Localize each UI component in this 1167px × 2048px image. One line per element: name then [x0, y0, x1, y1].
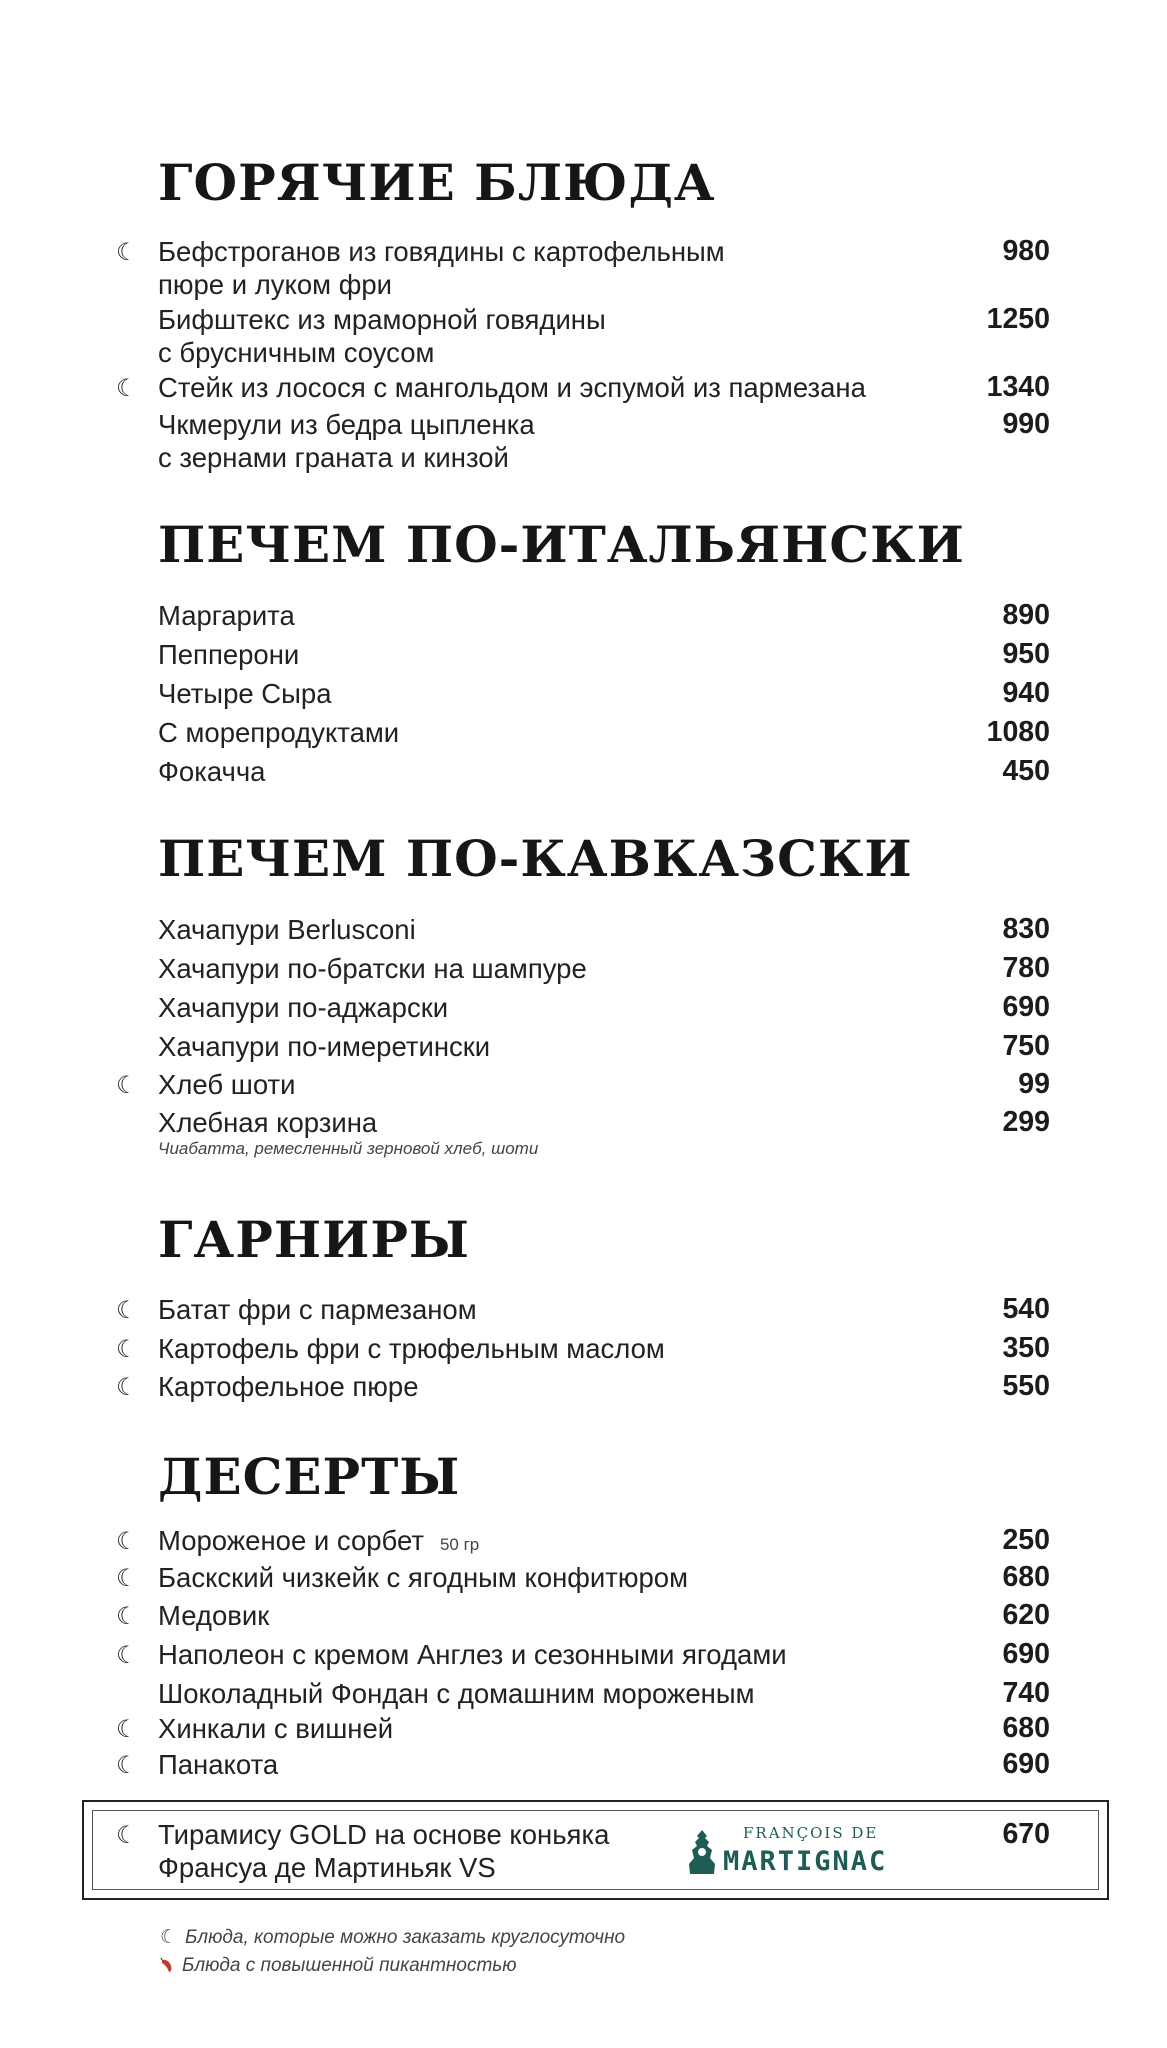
item-name: Хачапури по-братски на шампуре	[158, 953, 587, 984]
moon-icon: ☾	[116, 1374, 138, 1401]
item-name: Бефстроганов из говядины с картофельным пюре и луком фри	[158, 236, 725, 300]
legend-moon-text: Блюда, которые можно заказать круглосуточно	[185, 1927, 626, 1948]
menu-item	[116, 1524, 1050, 1561]
item-price: 940	[1002, 677, 1050, 709]
featured-item	[116, 1818, 1050, 1884]
menu-item	[158, 638, 1050, 671]
moon-icon: ☾	[116, 1642, 138, 1669]
item-price: 1080	[986, 716, 1050, 748]
item-price: 980	[1002, 235, 1050, 267]
item-price: 780	[1002, 952, 1050, 984]
menu-item	[158, 755, 1050, 788]
section-title-sides: ГАРНИРЫ	[158, 1210, 471, 1269]
item-name: Фокачча	[158, 756, 266, 787]
menu-item	[116, 1293, 1050, 1326]
section-title-caucasian: ПЕЧЕМ ПО-КАВКАЗСКИ	[158, 829, 913, 888]
item-name: Хлеб шоти	[158, 1069, 296, 1100]
item-price: 690	[1002, 991, 1050, 1023]
item-name: Мороженое и сорбет 50 гр	[158, 1525, 480, 1556]
menu-item	[158, 913, 1050, 946]
item-name: Баскский чизкейк с ягодным конфитюром	[158, 1562, 689, 1593]
item-price: 1250	[986, 303, 1050, 335]
moon-icon: ☾	[116, 375, 138, 402]
item-price: 740	[1002, 1677, 1050, 1709]
item-name: Стейк из лосося с мангольдом и эспумой из пармезана	[158, 372, 866, 403]
item-price: 950	[1002, 638, 1050, 670]
item-name: Пепперони	[158, 639, 300, 670]
item-price: 750	[1002, 1030, 1050, 1062]
menu-item	[158, 408, 1050, 474]
brand-name-main: MARTIGNAC	[723, 1846, 888, 1877]
chili-pepper-icon	[160, 1957, 174, 1973]
section-title-hot: ГОРЯЧИЕ БЛЮДА	[158, 153, 716, 212]
item-price: 550	[1002, 1370, 1050, 1402]
item-price: 680	[1002, 1712, 1050, 1744]
brand-name-top: FRANÇOIS DE	[743, 1824, 879, 1842]
moon-icon: ☾	[116, 1603, 138, 1630]
menu-item	[116, 1599, 1050, 1632]
legend-spicy-text: Блюда с повышенной пикантностью	[182, 1955, 517, 1976]
menu-item	[116, 1370, 1050, 1403]
moon-icon: ☾	[116, 1716, 138, 1743]
moon-icon: ☾	[116, 1822, 138, 1849]
menu-item	[158, 599, 1050, 632]
item-price: 1340	[986, 371, 1050, 403]
moon-icon: ☾	[160, 1927, 178, 1948]
item-name: Медовик	[158, 1600, 270, 1631]
section-title-desserts: ДЕСЕРТЫ	[158, 1447, 461, 1506]
menu-item	[158, 677, 1050, 710]
item-price: 670	[1002, 1818, 1050, 1850]
menu-item	[116, 1638, 1050, 1671]
item-name: Маргарита	[158, 600, 295, 631]
menu-item	[158, 303, 1050, 369]
item-price: 450	[1002, 755, 1050, 787]
item-price: 620	[1002, 1599, 1050, 1631]
menu-item	[158, 1030, 1050, 1063]
menu-item	[158, 716, 1050, 749]
item-price: 690	[1002, 1638, 1050, 1670]
item-price: 250	[1002, 1524, 1050, 1556]
moon-icon: ☾	[116, 1565, 138, 1592]
item-name: Панакота	[158, 1749, 279, 1780]
menu-item	[116, 1332, 1050, 1365]
item-name: Хинкали с вишней	[158, 1713, 394, 1744]
menu-item	[116, 235, 1050, 301]
brand-logo	[685, 1822, 888, 1882]
item-name: Хлебная корзина	[158, 1107, 378, 1138]
item-weight: 50 гр	[439, 1535, 480, 1554]
item-name: Батат фри с пармезаном	[158, 1294, 477, 1325]
item-name: Картофельное пюре	[158, 1371, 419, 1402]
moon-icon: ☾	[116, 1297, 138, 1324]
item-price: 299	[1002, 1106, 1050, 1138]
item-price: 830	[1002, 913, 1050, 945]
menu-item	[116, 371, 1050, 404]
moon-icon: ☾	[116, 1528, 138, 1555]
moon-icon: ☾	[116, 1336, 138, 1363]
brand-emblem-icon	[685, 1828, 719, 1876]
item-name: Четыре Сыра	[158, 678, 332, 709]
moon-icon: ☾	[116, 239, 138, 266]
item-name: Хачапури по-аджарски	[158, 992, 449, 1023]
menu-item	[158, 1106, 1050, 1160]
moon-icon: ☾	[116, 1072, 138, 1099]
menu-item	[116, 1561, 1050, 1594]
item-price: 890	[1002, 599, 1050, 631]
item-price: 350	[1002, 1332, 1050, 1364]
menu-item	[158, 991, 1050, 1024]
item-price: 99	[1018, 1068, 1050, 1100]
item-price: 540	[1002, 1293, 1050, 1325]
menu-item	[116, 1068, 1050, 1101]
item-name: Чкмерули из бедра цыпленка с зернами граната и кинзой	[158, 409, 535, 473]
item-note: Чиабатта, ремесленный зерновой хлеб, шоти	[158, 1139, 539, 1158]
item-price: 990	[1002, 408, 1050, 440]
menu-item	[116, 1712, 1050, 1745]
item-price: 680	[1002, 1561, 1050, 1593]
item-name: С морепродуктами	[158, 717, 400, 748]
legend-moon	[160, 1926, 625, 1949]
item-price: 690	[1002, 1748, 1050, 1780]
legend-spicy	[160, 1955, 517, 1977]
moon-icon: ☾	[116, 1752, 138, 1779]
item-name: Наполеон с кремом Англез и сезонными ягодами	[158, 1639, 787, 1670]
item-name: Шоколадный Фондан с домашним мороженым	[158, 1678, 755, 1709]
section-title-italian: ПЕЧЕМ ПО-ИТАЛЬЯНСКИ	[158, 515, 965, 574]
menu-item	[116, 1748, 1050, 1781]
menu-item	[158, 952, 1050, 985]
item-name: Бифштекс из мраморной говядины с брусничным соусом	[158, 304, 606, 368]
item-name: Хачапури по-имеретински	[158, 1031, 491, 1062]
item-name: Картофель фри с трюфельным маслом	[158, 1333, 665, 1364]
item-name: Хачапури Berlusconi	[158, 914, 416, 945]
menu-item	[158, 1677, 1050, 1710]
item-name: Тирамису GOLD на основе коньяка Франсуа де Мартиньяк VS	[158, 1819, 610, 1883]
